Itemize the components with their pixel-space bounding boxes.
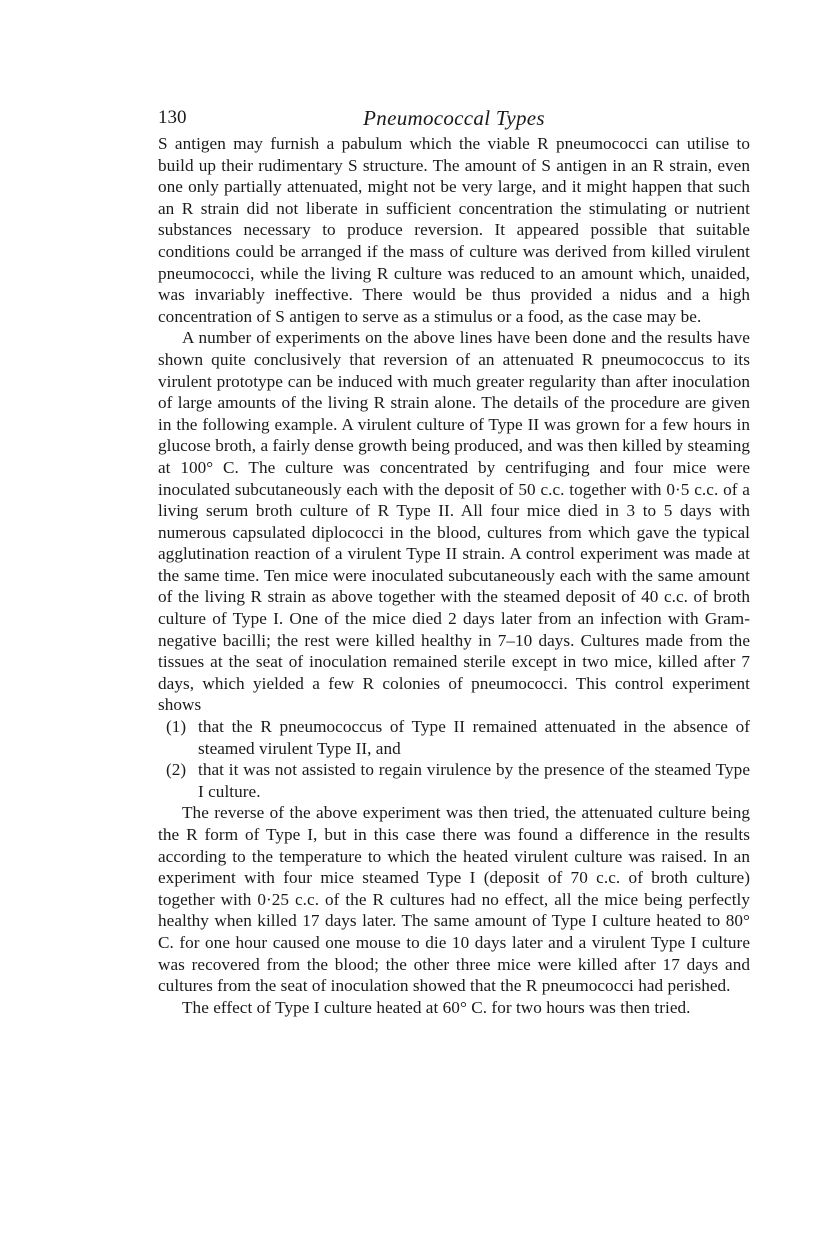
paragraph-1: S antigen may furnish a pabulum which the viable R pneumococci can utilise to build up their rudimentary S structure. The amount of S antigen in an R strain, even one only partially attenuated, might not be very large, and it might happen that such an R strain did not liberate in sufficient concentration the stimulating or nutrient substances necessary to produce reversion. It appeared possible that suitable conditions could be arranged if the mass of culture was derived from killed virulent pneumococci, while the living R culture was reduced to an amount which, unaided, was invariably ineffective. There would be thus provided a nidus and a high concentration of S antigen to serve as a stimulus or a food, as the case may be. bbox=[158, 134, 750, 326]
running-header bbox=[158, 103, 750, 133]
paragraph-2: A number of experiments on the above lines have been done and the results have shown quite conclusively that reversion of an attenuated R pneumococcus to its virulent prototype can be induced with much greater regularity than after inoculation of large amounts of the living R strain alone. The details of the procedure are given in the following example. A virulent culture of Type II was grown for a few hours in glucose broth, a fairly dense growth being produced, and was then killed by steaming at 100° C. The culture was concentrated by centrifuging and four mice were inoculated subcutaneously each with the deposit of 50 c.c. together with 0·5 c.c. of a living serum broth culture of R Type II. All four mice died in 3 to 5 days with numerous capsulated diplococci in the blood, cultures from which gave the typical agglutination reaction of a virulent Type II strain. A control experiment was made at the same time. Ten mice were inoculated subcutaneously each with the same amount of the living R strain as above together with the steamed deposit of 40 c.c. of broth culture of Type I. One of the mice died 2 days later from an infection with Gram-negative bacilli; the rest were killed healthy in 7–10 days. Cultures made from the tissues at the seat of inoculation remained sterile except in two mice, killed after 7 days, which yielded a few R colonies of pneumococci. This control experiment shows bbox=[158, 328, 750, 715]
page-content bbox=[158, 103, 750, 1018]
list-item-marker: (1) bbox=[166, 717, 187, 737]
running-title: Pneumococcal Types bbox=[363, 106, 545, 130]
list-item-text: that the R pneumococcus of Type II remained attenuated in the absence of steamed virulent Type II, and bbox=[198, 717, 750, 758]
list-item bbox=[158, 759, 750, 802]
paragraph-4: The effect of Type I culture heated at 60° C. for two hours was then tried. bbox=[182, 997, 691, 1017]
list-item bbox=[158, 716, 750, 759]
list-item-marker: (2) bbox=[166, 760, 187, 780]
page-number: 130 bbox=[158, 107, 187, 128]
list-item-text: that it was not assisted to regain virulence by the presence of the steamed Type I culture. bbox=[198, 760, 750, 801]
paragraph-3: The reverse of the above experiment was then tried, the attenuated culture being the R form of Type I, but in this case there was found a difference in the results according to the temperature to which the heated virulent culture was raised. In an experiment with four mice steamed Type I (deposit of 70 c.c. of broth culture) together with 0·25 c.c. of the R cultures had no effect, all the mice being perfectly healthy when killed 17 days later. The same amount of Type I culture heated to 80° C. for one hour caused one mouse to die 10 days later and a virulent Type I culture was recovered from the blood; the other three mice were killed after 17 days and cultures from the seat of inoculation showed that the R pneumococci had perished. bbox=[158, 803, 750, 996]
body-text bbox=[158, 133, 750, 1018]
